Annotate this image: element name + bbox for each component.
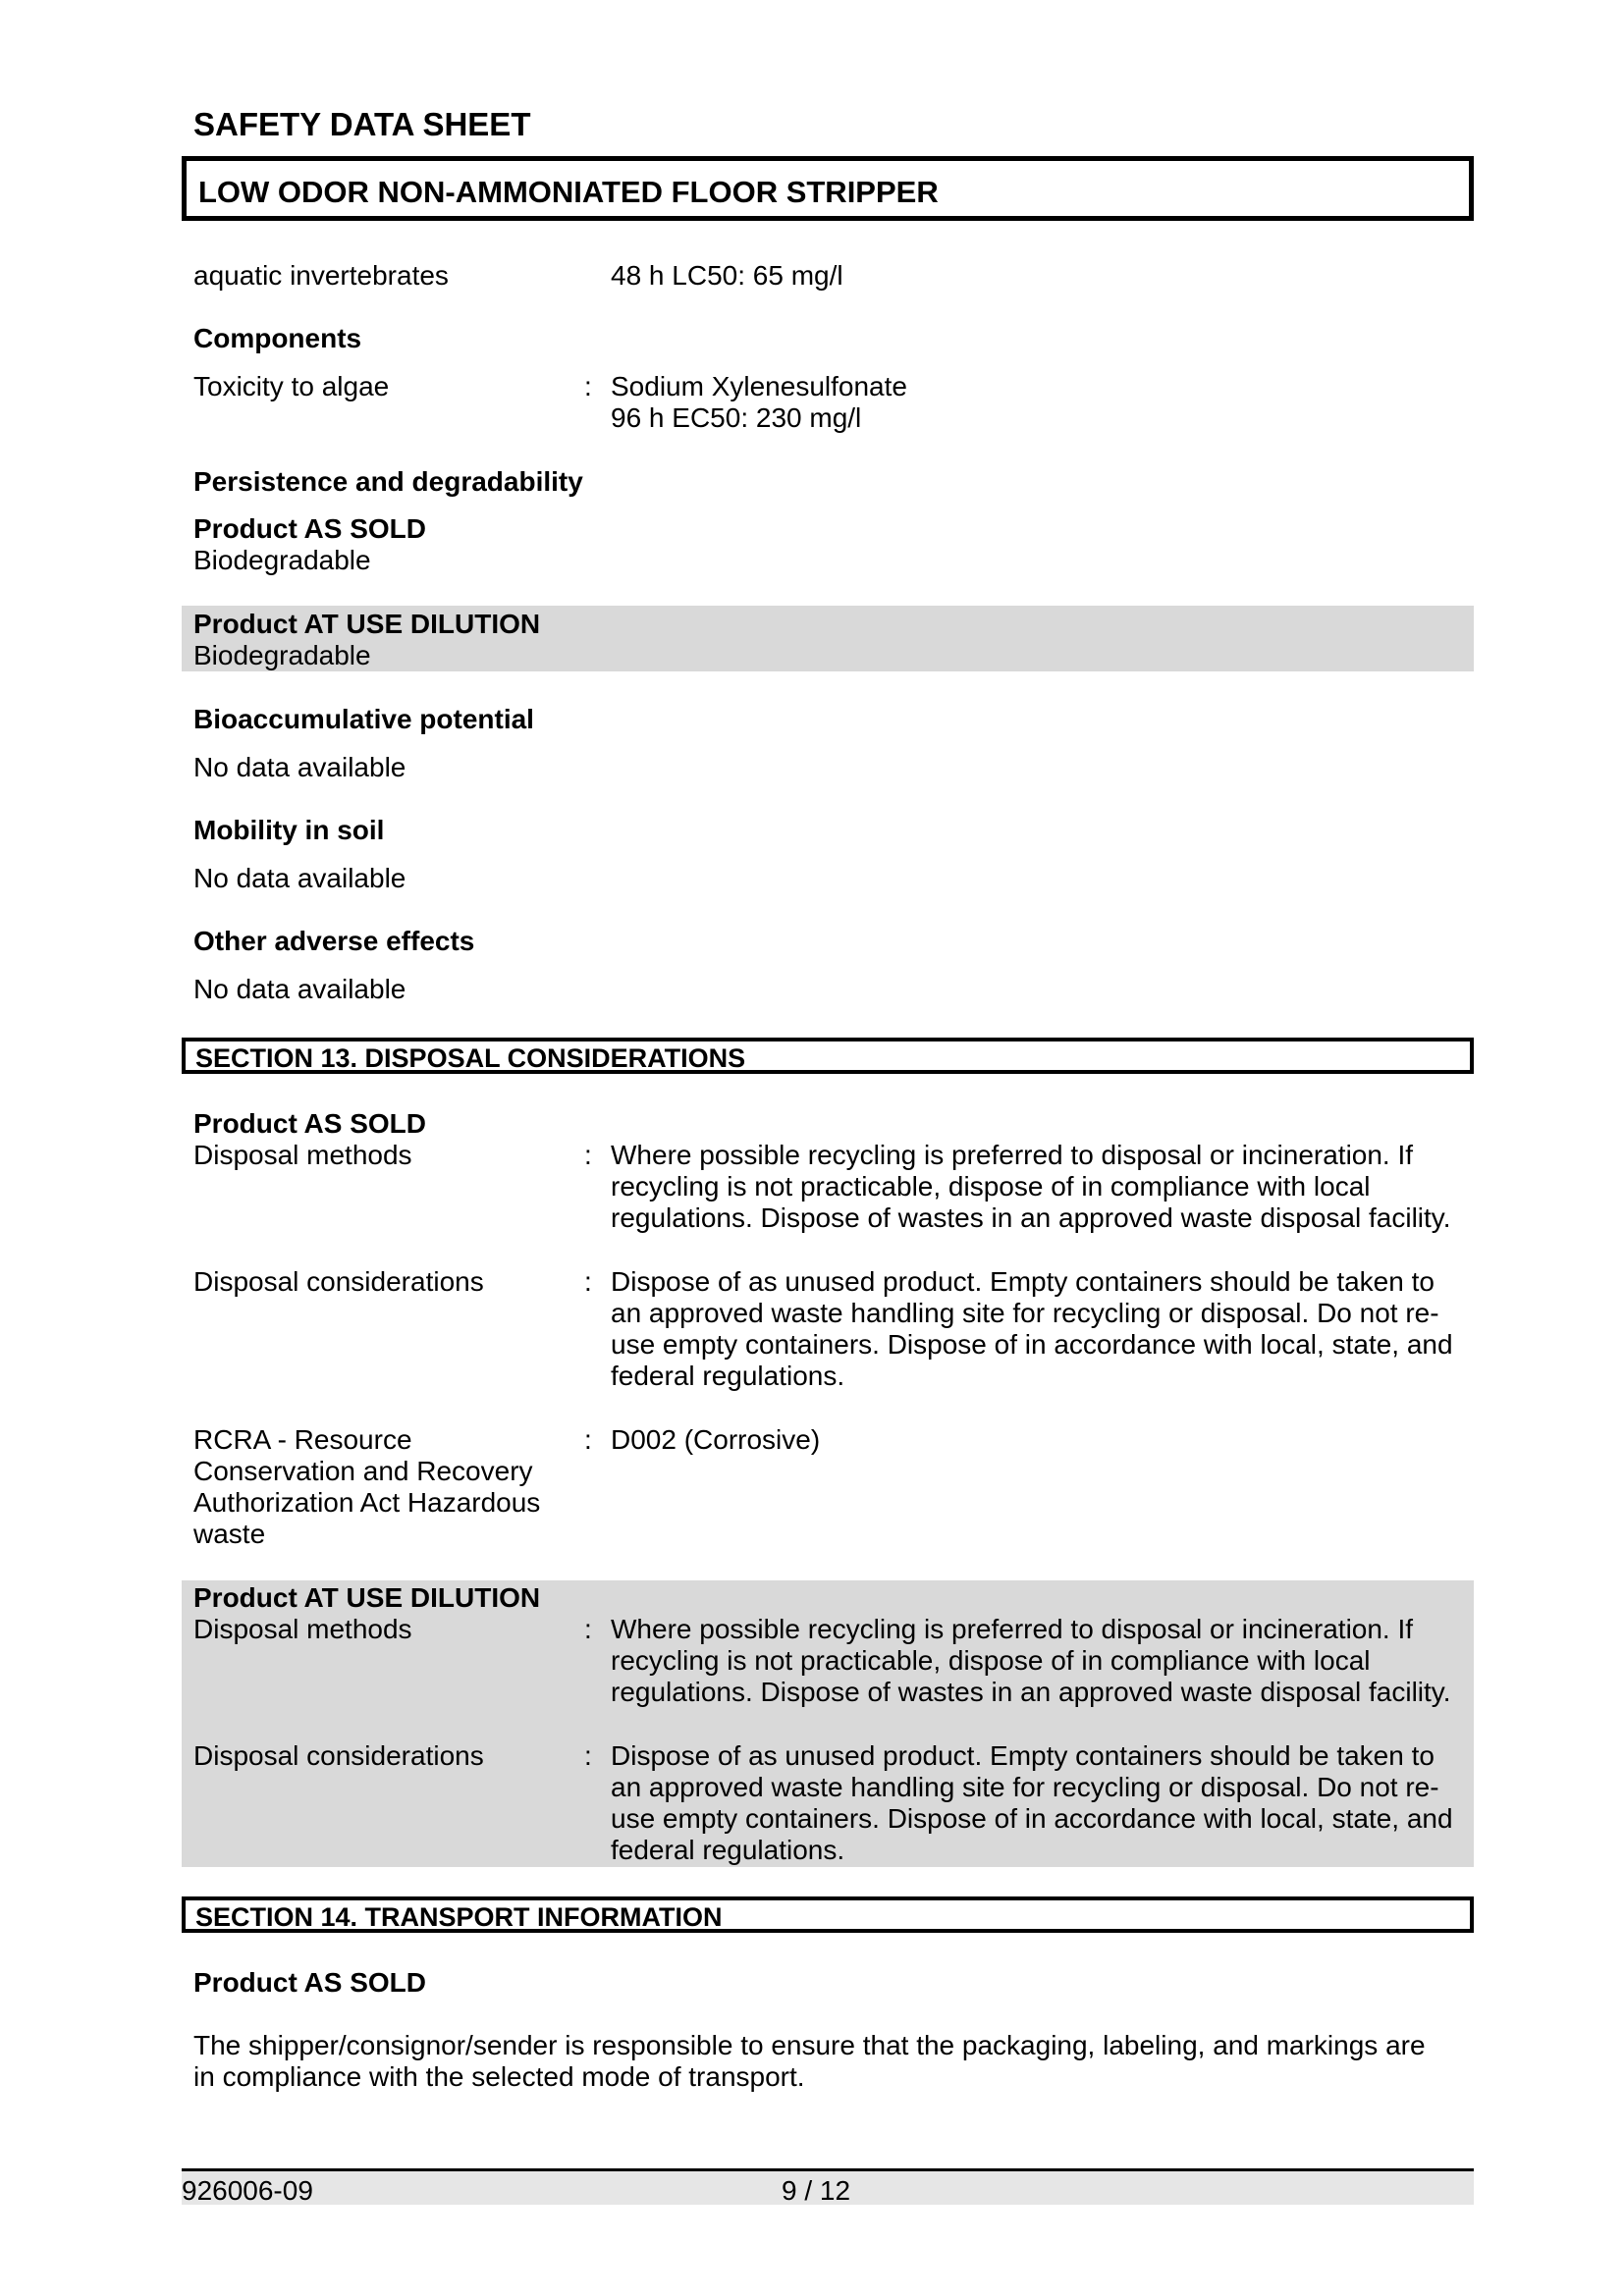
bioaccumulative-heading: Bioaccumulative potential	[193, 704, 534, 734]
colon: :	[584, 371, 592, 401]
toxicity-algae-value-line: Sodium Xylenesulfonate	[611, 371, 907, 401]
bioaccumulative-value: No data available	[193, 752, 406, 782]
disposal-methods-line: Where possible recycling is preferred to disposal or incineration. If	[611, 1140, 1414, 1170]
disposal-considerations-line: use empty containers. Dispose of in accordance with local, state, and	[611, 1803, 1453, 1834]
page-number: 9 / 12	[782, 2175, 851, 2206]
persistence-dilution-value: Biodegradable	[193, 640, 371, 670]
disposal-considerations-label: Disposal considerations	[193, 1740, 484, 1771]
rcra-label-line: RCRA - Resource	[193, 1424, 412, 1455]
disposal-methods-line: regulations. Dispose of wastes in an approved waste disposal facility.	[611, 1677, 1451, 1707]
section-13-title: SECTION 13. DISPOSAL CONSIDERATIONS	[195, 1043, 746, 1073]
disposal-methods-line: regulations. Dispose of wastes in an approved waste disposal facility.	[611, 1202, 1451, 1233]
aquatic-invertebrates-label: aquatic invertebrates	[193, 260, 449, 291]
disposal-considerations-line: an approved waste handling site for recycling or disposal. Do not re-	[611, 1772, 1439, 1802]
disposal-dilution-heading: Product AT USE DILUTION	[193, 1582, 541, 1613]
mobility-heading: Mobility in soil	[193, 815, 385, 845]
document-number: 926006-09	[182, 2175, 313, 2206]
aquatic-invertebrates-value: 48 h LC50: 65 mg/l	[611, 260, 843, 291]
colon: :	[584, 1614, 592, 1644]
colon: :	[584, 1140, 592, 1170]
disposal-methods-label: Disposal methods	[193, 1140, 412, 1170]
rcra-label-line: waste	[193, 1519, 266, 1549]
disposal-methods-label: Disposal methods	[193, 1614, 412, 1644]
toxicity-algae-value-line: 96 h EC50: 230 mg/l	[611, 402, 862, 433]
components-heading: Components	[193, 323, 362, 353]
persistence-heading: Persistence and degradability	[193, 466, 583, 497]
section-14-header	[182, 1896, 1474, 1933]
disposal-considerations-line: Dispose of as unused product. Empty containers should be taken to	[611, 1266, 1435, 1297]
persistence-dilution-heading: Product AT USE DILUTION	[193, 609, 541, 639]
disposal-methods-line: recycling is not practicable, dispose of in compliance with local	[611, 1645, 1371, 1676]
disposal-methods-line: Where possible recycling is preferred to disposal or incineration. If	[611, 1614, 1414, 1644]
disposal-considerations-line: Dispose of as unused product. Empty containers should be taken to	[611, 1740, 1435, 1771]
colon: :	[584, 1424, 592, 1455]
rcra-label-line: Conservation and Recovery	[193, 1456, 533, 1486]
transport-text-line: The shipper/consignor/sender is responsible to ensure that the packaging, labeling, and markings are	[193, 2030, 1426, 2060]
rcra-value: D002 (Corrosive)	[611, 1424, 821, 1455]
disposal-considerations-line: federal regulations.	[611, 1361, 845, 1391]
rcra-label-line: Authorization Act Hazardous	[193, 1487, 541, 1518]
toxicity-algae-label: Toxicity to algae	[193, 371, 390, 401]
section-13-header	[182, 1038, 1474, 1074]
product-name-box	[182, 156, 1474, 221]
other-effects-heading: Other adverse effects	[193, 926, 475, 956]
section-14-title: SECTION 14. TRANSPORT INFORMATION	[195, 1902, 723, 1932]
disposal-considerations-line: an approved waste handling site for recycling or disposal. Do not re-	[611, 1298, 1439, 1328]
transport-text-line: in compliance with the selected mode of transport.	[193, 2061, 805, 2092]
persistence-sold-value: Biodegradable	[193, 545, 371, 575]
disposal-considerations-label: Disposal considerations	[193, 1266, 484, 1297]
disposal-methods-line: recycling is not practicable, dispose of in compliance with local	[611, 1171, 1371, 1201]
colon: :	[584, 1266, 592, 1297]
disposal-considerations-line: federal regulations.	[611, 1835, 845, 1865]
document-title: SAFETY DATA SHEET	[193, 106, 531, 142]
mobility-value: No data available	[193, 863, 406, 893]
other-effects-value: No data available	[193, 974, 406, 1004]
disposal-considerations-line: use empty containers. Dispose of in accordance with local, state, and	[611, 1329, 1453, 1360]
product-name: LOW ODOR NON-AMMONIATED FLOOR STRIPPER	[198, 175, 939, 209]
disposal-sold-heading: Product AS SOLD	[193, 1108, 426, 1139]
transport-sold-heading: Product AS SOLD	[193, 1967, 426, 1998]
persistence-sold-heading: Product AS SOLD	[193, 513, 426, 544]
colon: :	[584, 1740, 592, 1771]
